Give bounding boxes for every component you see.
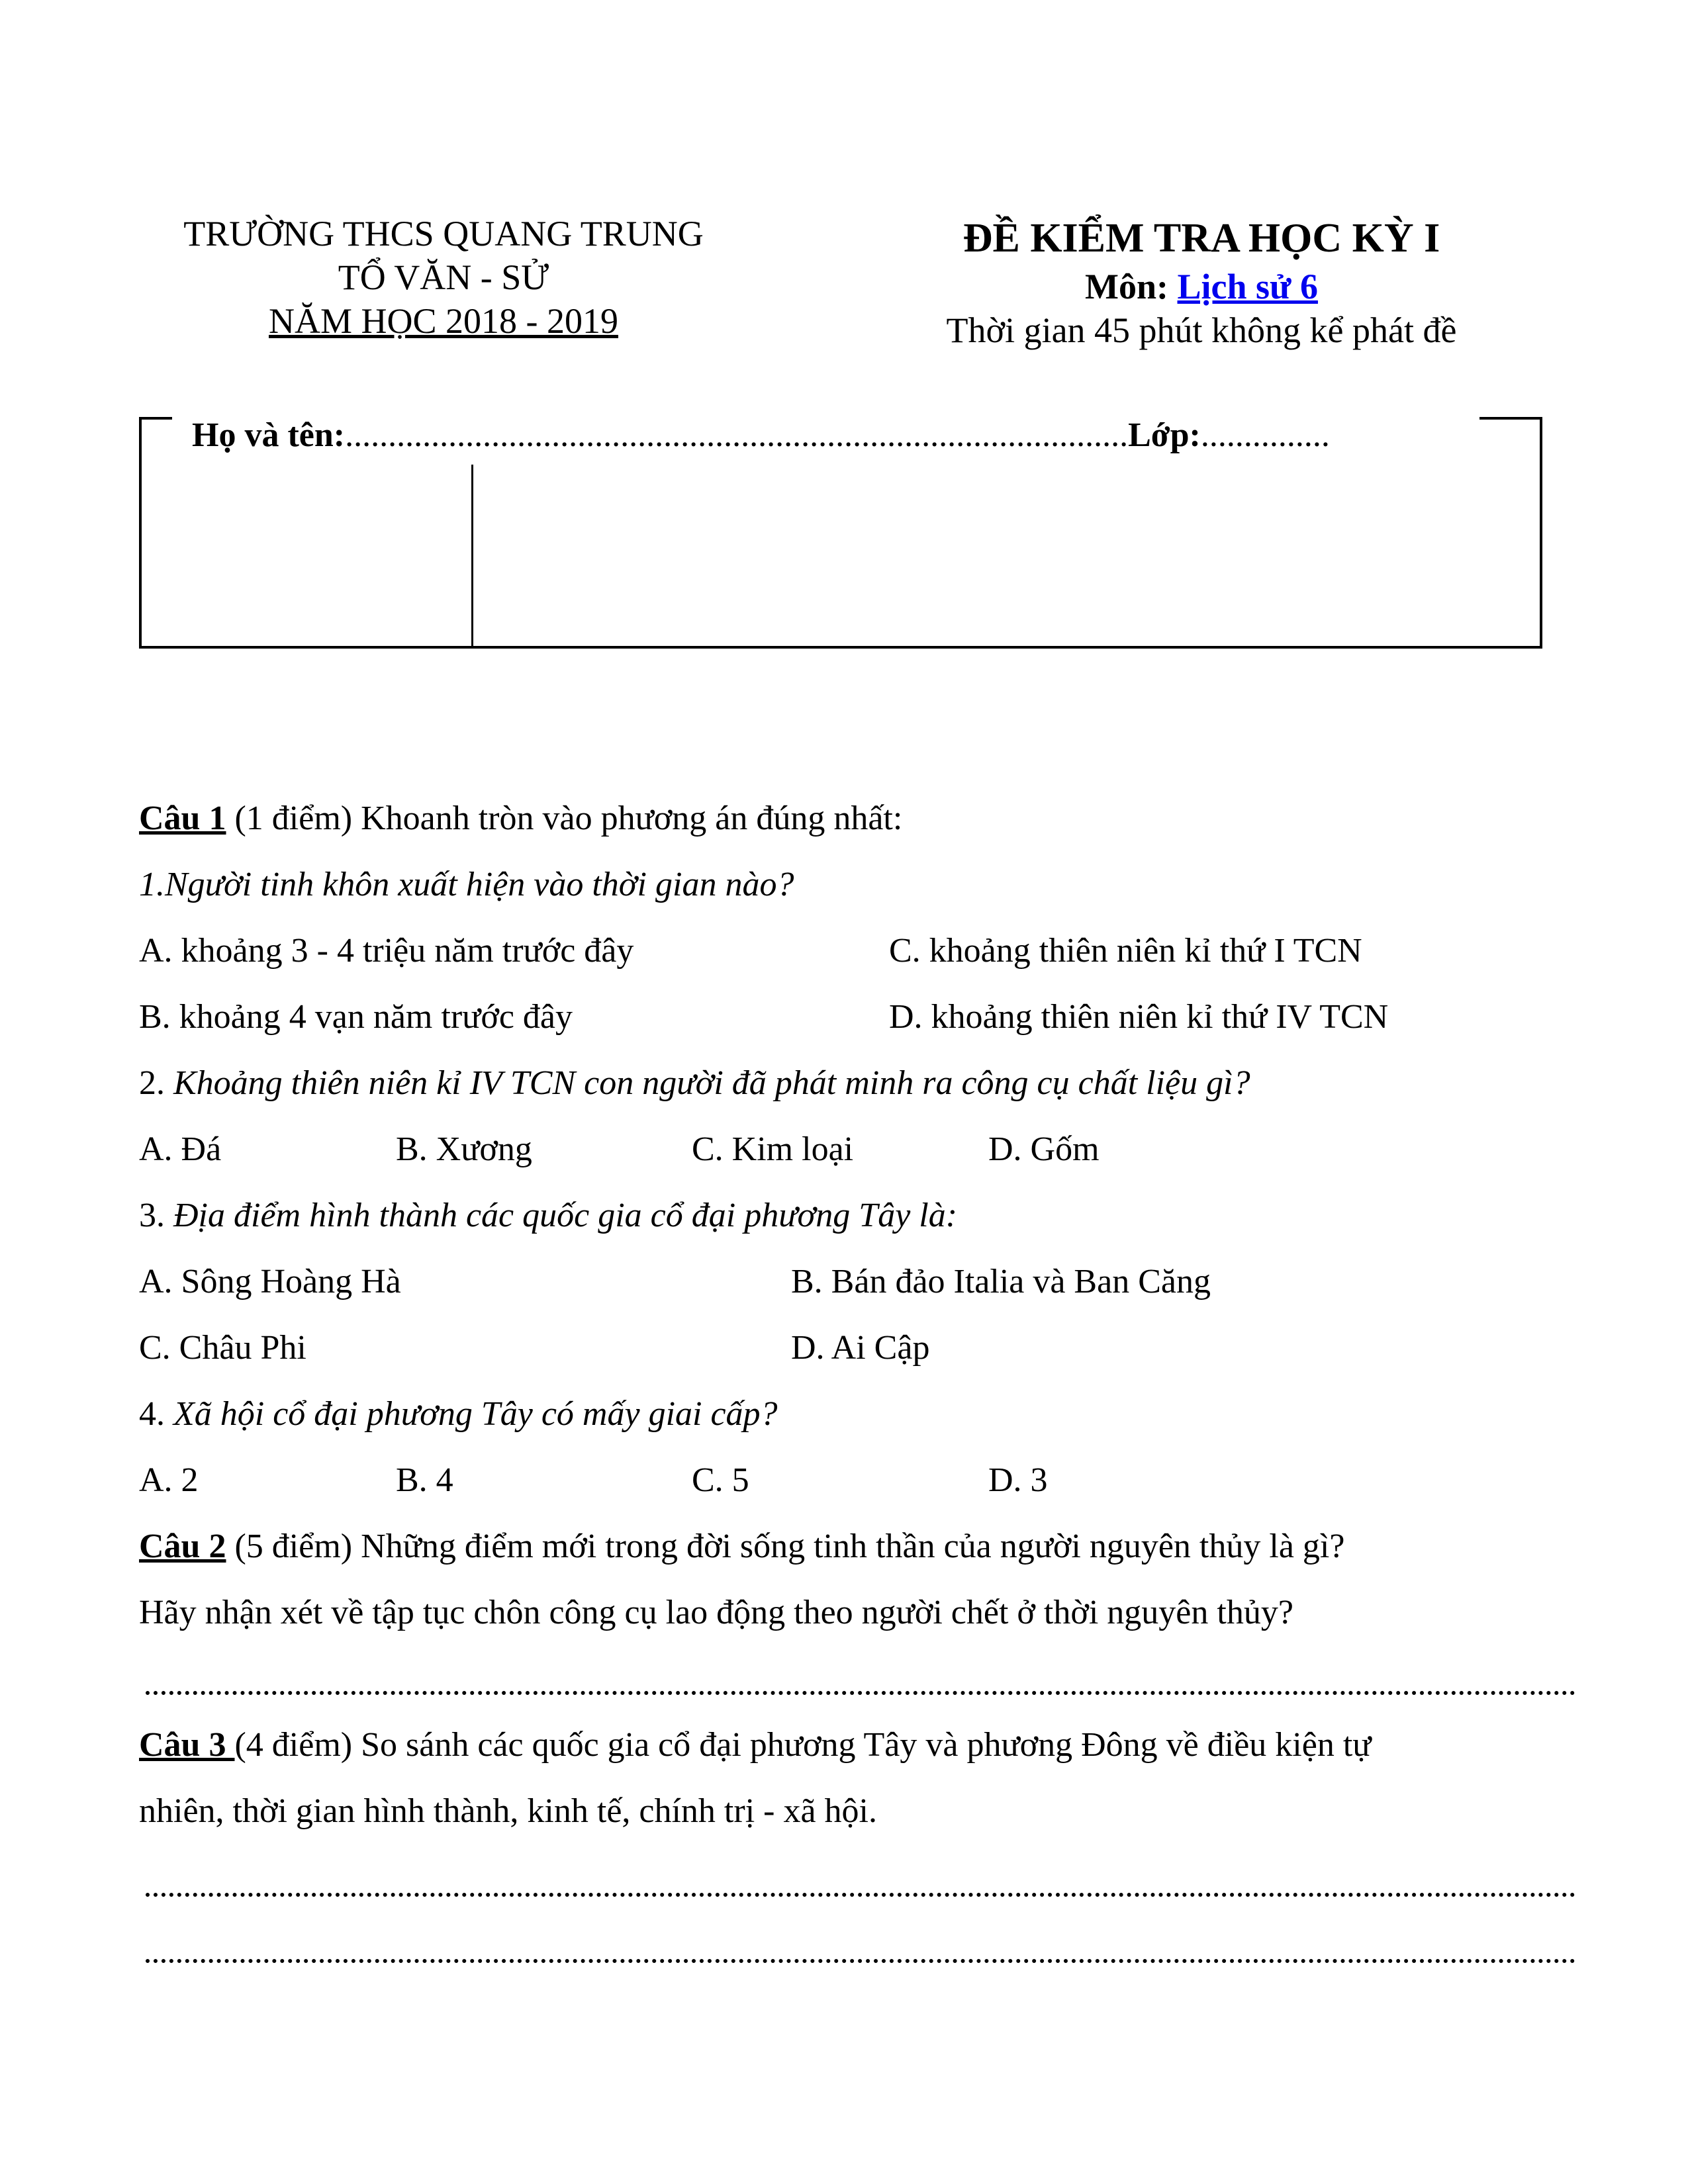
q1-item-3-option-b: B. Bán đảo Italia và Ban Căng — [791, 1263, 1211, 1300]
q1-item-1-text: 1.Người tinh khôn xuất hiện vào thời gian nào? — [139, 866, 794, 903]
question-2-label: Câu 2 — [139, 1527, 226, 1565]
score-column-divider — [471, 465, 473, 649]
name-field[interactable]: ........................................................................................... — [345, 416, 1129, 454]
q1-item-1-prompt — [139, 864, 794, 906]
question-2-line-1 — [139, 1525, 1344, 1568]
name-label: Họ và tên: — [192, 416, 346, 454]
question-1-heading — [139, 797, 902, 840]
question-1-instruction: (1 điểm) Khoanh tròn vào phương án đúng nhất: — [226, 799, 903, 837]
q1-item-1-option-c: C. khoảng thiên niên kỉ thứ I TCN — [889, 932, 1362, 970]
q1-item-4-option-d: D. 3 — [988, 1461, 1048, 1499]
q1-item-2-option-a: A. Đá — [139, 1130, 222, 1168]
q1-item-3-option-d: D. Ai Cập — [791, 1329, 930, 1367]
answer-line[interactable] — [146, 1691, 1575, 1695]
q1-item-2-option-b: B. Xương — [396, 1130, 532, 1168]
q1-item-1-option-b: B. khoảng 4 vạn năm trước đây — [139, 998, 573, 1036]
q1-item-3-option-a: A. Sông Hoàng Hà — [139, 1263, 401, 1300]
department-name: TỔ VĂN - SỬ — [338, 257, 549, 297]
answer-line[interactable] — [146, 1959, 1575, 1963]
q1-item-4-text: Xã hội cổ đại phương Tây có mấy giai cấp? — [173, 1395, 778, 1433]
box-top-border-right — [1479, 417, 1542, 420]
class-label: Lớp: — [1128, 416, 1201, 454]
q1-item-1-option-a: A. khoảng 3 - 4 triệu năm trước đây — [139, 932, 634, 970]
q1-item-4-prompt — [139, 1393, 778, 1435]
q1-item-3-text: Địa điểm hình thành các quốc gia cổ đại phương Tây là: — [173, 1197, 958, 1234]
q1-item-3-option-c: C. Châu Phi — [139, 1329, 306, 1367]
subject-line — [854, 265, 1549, 308]
box-top-border-left — [139, 417, 172, 420]
school-name: TRƯỜNG THCS QUANG TRUNG — [183, 214, 704, 253]
question-2-text-1: (5 điểm) Những điểm mới trong đời sống tinh thần của người nguyên thủy là gì? — [226, 1527, 1345, 1565]
subject-link[interactable]: Lịch sử 6 — [1177, 267, 1318, 306]
q1-item-2-option-d: D. Gốm — [988, 1130, 1100, 1168]
q1-item-4-option-a: A. 2 — [139, 1461, 199, 1499]
question-3-text-1: (4 điểm) So sánh các quốc gia cổ đại phương Tây và phương Đông về điều kiện tự — [234, 1726, 1372, 1764]
q1-item-4-option-c: C. 5 — [692, 1461, 749, 1499]
question-3-line-2: nhiên, thời gian hình thành, kinh tế, chính trị - xã hội. — [139, 1792, 877, 1830]
q1-item-2-prompt — [139, 1062, 1250, 1105]
q1-item-1-option-d: D. khoảng thiên niên kỉ thứ IV TCN — [889, 998, 1389, 1036]
exam-header — [854, 212, 1549, 352]
question-3-label: Câu 3 — [139, 1726, 235, 1764]
q1-item-2-option-c: C. Kim loại — [692, 1130, 854, 1168]
question-3-line-1 — [139, 1724, 1371, 1766]
school-year: NĂM HỌC 2018 - 2019 — [268, 301, 618, 341]
q1-item-4-option-b: B. 4 — [396, 1461, 453, 1499]
q1-item-2-number: 2. — [139, 1064, 173, 1102]
answer-line[interactable] — [146, 1893, 1575, 1897]
exam-title: ĐỀ KIỂM TRA HỌC KỲ I — [962, 216, 1440, 261]
class-field[interactable]: ............... — [1200, 416, 1330, 454]
q1-item-3-number: 3. — [139, 1197, 173, 1234]
question-1-label: Câu 1 — [139, 799, 226, 837]
exam-duration: Thời gian 45 phút không kể phát đề — [946, 310, 1457, 350]
q1-item-4-number: 4. — [139, 1395, 173, 1433]
q1-item-3-prompt — [139, 1195, 957, 1237]
question-2-line-2: Hãy nhận xét về tập tục chôn công cụ lao động theo người chết ở thời nguyên thủy? — [139, 1594, 1293, 1631]
q1-item-2-text: Khoảng thiên niên kỉ IV TCN con người đã phát minh ra công cụ chất liệu gì? — [173, 1064, 1250, 1102]
school-header — [113, 212, 774, 343]
student-info-line — [192, 414, 1330, 457]
subject-label: Môn: — [1085, 267, 1169, 306]
